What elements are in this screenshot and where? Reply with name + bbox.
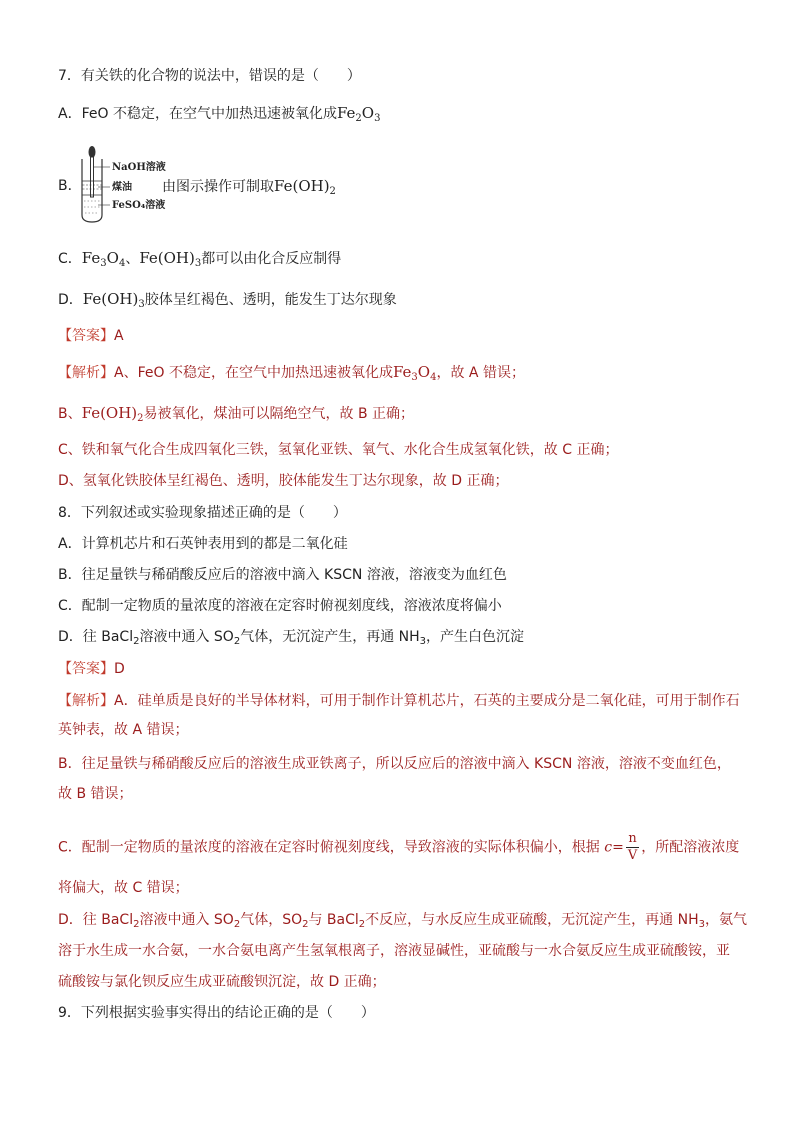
q7-option-b-prefix: B． bbox=[58, 178, 82, 194]
q8-analysis-b-line-2: 故 B 错误； bbox=[58, 786, 133, 802]
answer-tag: 【答案】 bbox=[58, 328, 114, 344]
q7-analysis-b: B、$Fe(OH)_2$易被氧化，煤油可以隔绝空气，故 B 正确； bbox=[58, 404, 415, 424]
q7-option-d: D．$Fe(OH)_3$胶体呈红褐色、透明，能发生丁达尔现象 bbox=[58, 290, 397, 310]
q7-option-b bbox=[162, 176, 336, 197]
q7-option-c-formula-2: $Fe(OH)_3$ bbox=[139, 249, 202, 269]
q7-option-d-formula: $Fe(OH)_3$ bbox=[82, 290, 145, 310]
q8-answer bbox=[58, 659, 125, 679]
q7-analysis-c: C、铁和氧气化合生成四氧化三铁，氢氧化亚铁、氧气、水化合生成氢氧化铁，故 C 正确； bbox=[58, 442, 619, 458]
label-naoh: NaOH溶液 bbox=[112, 162, 166, 173]
q9-stem: 9．下列根据实验事实得出的结论正确的是（ ） bbox=[58, 1005, 375, 1021]
q7-analysis-a: 【解析】A、FeO 不稳定，在空气中加热迅速被氧化成$Fe_3O_4$，故 A 错误； bbox=[58, 363, 525, 383]
q8-analysis-c-line-1: C．配制一定物质的量浓度的溶液在定容时俯视刻度线，导致溶液的实际体积偏小，根据 c= $\frac{n}{V}$ ，所配溶液浓度 bbox=[58, 831, 740, 863]
answer-tag: 【答案】 bbox=[58, 661, 114, 677]
q8-analysis-a-line-1: 【解析】A．硅单质是良好的半导体材料，可用于制作计算机芯片，石英的主要成分是二氧化硅，可用于制作石 bbox=[58, 693, 740, 709]
q7-option-b-formula: $Fe(OH)_2$ bbox=[274, 177, 336, 197]
q7-option-b-text: 由图示操作可制取 bbox=[162, 179, 274, 195]
q7-option-c-formula-1: $Fe_3O_4$ bbox=[81, 249, 126, 269]
answer-value: D bbox=[114, 661, 125, 677]
dropper-bulb bbox=[89, 146, 96, 158]
dropper-tube bbox=[91, 157, 94, 197]
concentration-fraction: $\frac{n}{V}$ bbox=[627, 831, 638, 863]
analysis-tag: 【解析】 bbox=[58, 365, 114, 381]
q7-option-a-formula: $Fe_2O_3$ bbox=[336, 104, 381, 124]
q7-analysis-d: D、氢氧化铁胶体呈红褐色、透明，胶体能发生丁达尔现象，故 D 正确； bbox=[58, 473, 509, 489]
label-feso4: FeSO₄溶液 bbox=[112, 200, 166, 211]
q7-answer bbox=[58, 326, 124, 346]
analysis-tag: 【解析】 bbox=[58, 693, 114, 709]
q8-option-a: A．计算机芯片和石英钟表用到的都是二氧化硅 bbox=[58, 536, 348, 552]
q7-option-a bbox=[58, 103, 380, 124]
q8-analysis-d-line-2: 溶于水生成一水合氨，一水合氨电离产生氢氧根离子，溶液显碱性，亚硫酸与一水合氨反应生成亚硫酸铵，亚 bbox=[58, 943, 730, 959]
q8-analysis-d-line-3: 硫酸铵与氯化钡反应生成亚硫酸钡沉淀，故 D 正确； bbox=[58, 974, 386, 990]
q8-option-c: C．配制一定物质的量浓度的溶液在定容时俯视刻度线，溶液浓度将偏小 bbox=[58, 598, 502, 614]
q8-analysis-b-line-1: B．往足量铁与稀硝酸反应后的溶液生成亚铁离子，所以反应后的溶液中滴入 KSCN 溶液，溶液不变血红色， bbox=[58, 756, 731, 772]
q8-stem: 8．下列叙述或实验现象描述正确的是（ ） bbox=[58, 505, 347, 521]
q7-option-c: C．$Fe_3O_4$、$Fe(OH)_3$都可以由化合反应制得 bbox=[58, 249, 342, 269]
q7-stem: 7．有关铁的化合物的说法中，错误的是（ ） bbox=[58, 68, 361, 84]
q7-option-a-text: A．FeO 不稳定，在空气中加热迅速被氧化成 bbox=[58, 106, 337, 122]
q8-analysis-c-line-2: 将偏大，故 C 错误； bbox=[58, 880, 189, 896]
q8-option-d: D．往 BaCl$_2$溶液中通入 $SO_2$气体，无沉淀产生，再通 $NH_3$，产生白色沉淀 bbox=[58, 629, 525, 647]
q8-option-b: B．往足量铁与稀硝酸反应后的溶液中滴入 KSCN 溶液，溶液变为血红色 bbox=[58, 567, 507, 583]
answer-value: A bbox=[114, 328, 124, 344]
q8-analysis-d-line-1: D．往 BaCl$_2$溶液中通入 $SO_2$气体，$SO_2$与 BaCl$_2$不反应，与水反应生成亚硫酸，无沉淀产生，再通 $NH_3$，氨气 bbox=[58, 912, 747, 930]
q8-analysis-a-line-2: 英钟表，故 A 错误； bbox=[58, 722, 189, 738]
label-oil: 煤油 bbox=[112, 182, 132, 193]
